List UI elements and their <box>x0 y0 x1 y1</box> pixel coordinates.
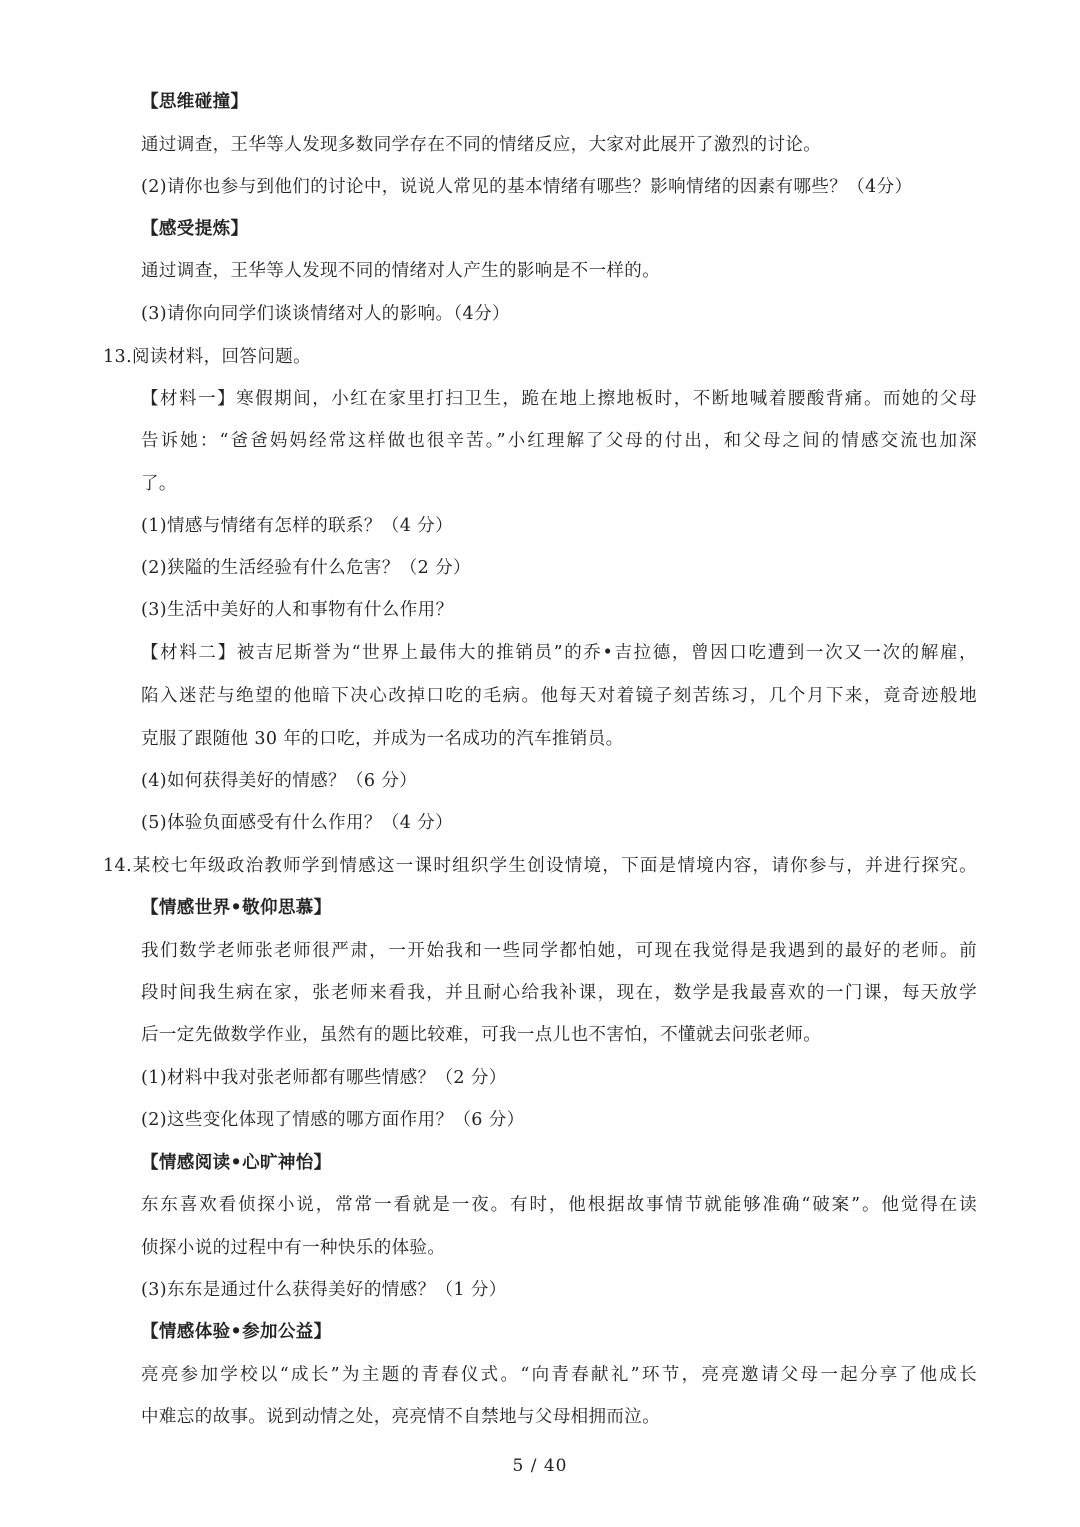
section-heading: 【情感世界•敬仰思慕】 <box>141 898 332 918</box>
question-line: (2)这些变化体现了情感的哪方面作用？（6 分） <box>141 1110 525 1130</box>
question-line: (3)东东是通过什么获得美好的情感？（1 分） <box>141 1280 507 1300</box>
section-heading: 【感受提炼】 <box>141 219 249 239</box>
text-line: 克服了跟随他 30 年的口吃，并成为一名成功的汽车推销员。 <box>141 729 624 749</box>
text-line: 段时间我生病在家，张老师来看我，并且耐心给我补课，现在，数学是我最喜欢的一门课，每天放学 <box>141 983 977 1003</box>
text-line: 我们数学老师张老师很严肃，一开始我和一些同学都怕她，可现在我觉得是我遇到的最好的老师。前 <box>141 941 977 961</box>
question-line: (1)材料中我对张老师都有哪些情感？（2 分） <box>141 1068 507 1088</box>
question-line: (4)如何获得美好的情感？（6 分） <box>141 771 418 791</box>
question-line: (1)情感与情绪有怎样的联系？（4 分） <box>141 516 453 536</box>
text-line: 通过调查，王华等人发现不同的情绪对人产生的影响是不一样的。 <box>141 261 661 281</box>
question-line: (3)请你向同学们谈谈情绪对人的影响。（4分） <box>141 304 510 324</box>
question-line: (2)狭隘的生活经验有什么危害？（2 分） <box>141 558 471 578</box>
question-number-line: 14.某校七年级政治教师学到情感这一课时组织学生创设情境，下面是情境内容，请你参与，并进行探究。 <box>103 856 977 876</box>
question-line: (2)请你也参与到他们的讨论中，说说人常见的基本情绪有哪些？影响情绪的因素有哪些？（4分） <box>141 177 913 197</box>
text-line: 中难忘的故事。说到动情之处，亮亮情不自禁地与父母相拥而泣。 <box>141 1407 661 1427</box>
text-line: 后一定先做数学作业，虽然有的题比较难，可我一点儿也不害怕，不懂就去问张老师。 <box>141 1025 822 1045</box>
question-number-line: 13.阅读材料，回答问题。 <box>103 347 312 367</box>
text-line: 【材料二】被吉尼斯誉为“世界上最伟大的推销员”的乔•吉拉德，曾因口吃遭到一次又一次的解雇， <box>141 643 977 663</box>
section-heading: 【情感体验•参加公益】 <box>141 1322 332 1342</box>
text-line: 告诉她：“爸爸妈妈经常这样做也很辛苦。”小红理解了父母的付出，和父母之间的情感交流也加深 <box>141 431 977 451</box>
text-line: 东东喜欢看侦探小说，常常一看就是一夜。有时，他根据故事情节就能够准确“破案”。他觉得在读 <box>141 1195 977 1215</box>
section-heading: 【情感阅读•心旷神怡】 <box>141 1153 332 1173</box>
text-line: 了。 <box>141 474 177 494</box>
text-line: 【材料一】寒假期间，小红在家里打扫卫生，跪在地上擦地板时，不断地喊着腰酸背痛。而她的父母 <box>141 389 977 409</box>
question-line: (5)体验负面感受有什么作用？（4 分） <box>141 813 453 833</box>
section-heading: 【思维碰撞】 <box>141 92 249 112</box>
text-line: 通过调查，王华等人发现多数同学存在不同的情绪反应，大家对此展开了激烈的讨论。 <box>141 135 822 155</box>
text-line: 陷入迷茫与绝望的他暗下决心改掉口吃的毛病。他每天对着镜子刻苦练习，几个月下来，竟奇迹般地 <box>141 686 977 706</box>
text-line: 侦探小说的过程中有一种快乐的体验。 <box>141 1238 446 1258</box>
text-line: 亮亮参加学校以“成长”为主题的青春仪式。“向青春献礼”环节，亮亮邀请父母一起分享了他成长 <box>141 1365 977 1385</box>
question-line: (3)生活中美好的人和事物有什么作用？ <box>141 600 454 620</box>
page-number: 5 / 40 <box>512 1456 568 1476</box>
